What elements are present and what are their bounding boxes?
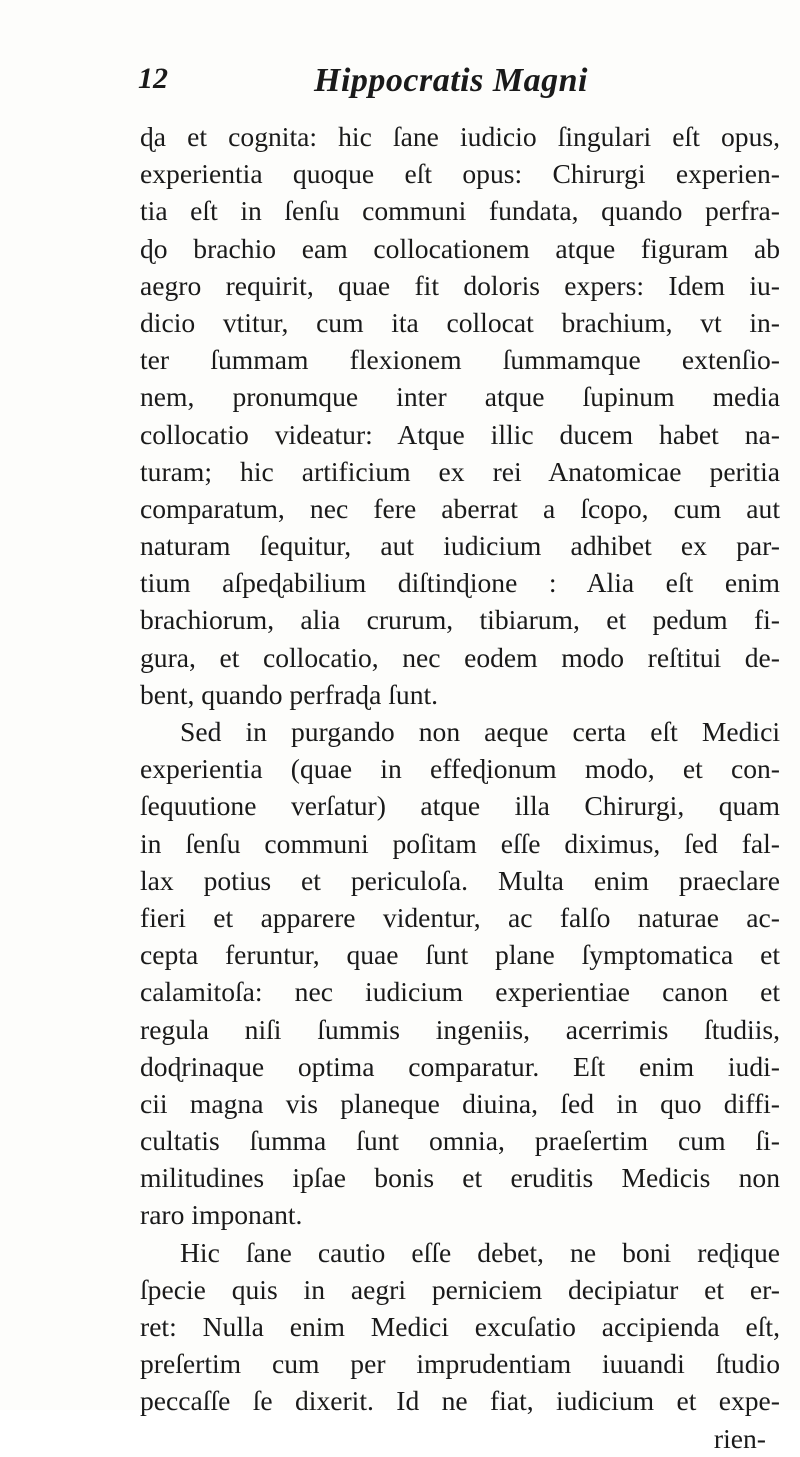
text-line: raro imponant. xyxy=(140,1199,303,1231)
text-line: turam; hic artificium ex rei Anatomicae peritia xyxy=(140,455,780,487)
text-line: gura, et collocatio, nec eodem modo reſtitui de- xyxy=(140,641,780,673)
page-number: 12 xyxy=(138,62,168,95)
text-line: militudines ipſae bonis et eruditis Medicis non xyxy=(140,1162,780,1194)
text-line: ter ſummam flexionem ſummamque extenſio- xyxy=(140,344,780,376)
text-line: bent, quando perfraɖa ſunt. xyxy=(140,678,439,710)
text-line: doɖrinaque optima comparatur. Eſt enim iudi- xyxy=(140,1050,780,1082)
text-line: ret: Nulla enim Medici excuſatio accipienda eſt, xyxy=(140,1311,780,1342)
text-line: cepta feruntur, quae ſunt plane ſymptomatica et xyxy=(140,939,780,971)
text-line: Hic ſane cautio eſſe debet, ne boni reɖique xyxy=(180,1236,780,1268)
text-line: regula niſi ſummis ingeniis, acerrimis ſtudiis, xyxy=(140,1013,780,1045)
text-line: nem, pronumque inter atque ſupinum media xyxy=(140,381,780,413)
text-line: peccaſſe ſe dixerit. Id ne fiat, iudicium et expe- xyxy=(140,1385,780,1417)
text-line: experientia (quae in effeɖionum modo, et con- xyxy=(140,753,780,785)
text-line: cii magna vis planeque diuina, ſed in quo diffi- xyxy=(140,1087,780,1119)
text-line: preſertim cum per imprudentiam iuuandi ſtudio xyxy=(140,1348,780,1380)
text-line: ɖa et cognita: hic ſane iudicio ſingulari eſt opus, xyxy=(140,121,780,152)
text-line: in ſenſu communi poſitam eſſe diximus, ſed fal- xyxy=(140,827,780,859)
text-line: comparatum, nec fere aberrat a ſcopo, cum aut xyxy=(140,492,780,524)
text-line: tium aſpeɖabilium diſtinɖione : Alia eſt enim xyxy=(140,567,780,599)
body-text xyxy=(140,118,780,1457)
text-line: tia eſt in ſenſu communi fundata, quando perfra- xyxy=(140,195,780,227)
text-line: lax potius et periculoſa. Multa enim praeclare xyxy=(140,864,780,896)
text-line: naturam ſequitur, aut iudicium adhibet ex par- xyxy=(140,530,780,562)
text-line: Sed in purgando non aeque certa eſt Medici xyxy=(180,716,780,747)
text-line: ſpecie quis in aegri perniciem decipiatur et er- xyxy=(140,1273,780,1305)
text-line: brachiorum, alia crurum, tibiarum, et pedum fi- xyxy=(140,604,780,636)
text-line: dicio vtitur, cum ita collocat brachium, vt in- xyxy=(140,306,780,338)
text-line: calamitoſa: nec iudicium experientiae canon et xyxy=(140,976,780,1008)
running-title: Hippocratis Magni xyxy=(314,62,588,99)
text-line: collocatio videatur: Atque illic ducem habet na- xyxy=(140,418,780,450)
text-line: ɖo brachio eam collocationem atque figuram ab xyxy=(140,232,780,264)
text-line: cultatis ſumma ſunt omnia, praeſertim cum ſi- xyxy=(140,1125,780,1157)
text-line: fieri et apparere videntur, ac falſo naturae ac- xyxy=(140,901,780,933)
running-head xyxy=(138,62,608,102)
text-line: aegro requirit, quae fit doloris expers: Idem iu- xyxy=(140,269,780,301)
text-line: ſequutione verſatur) atque illa Chirurgi, quam xyxy=(140,790,780,822)
text-line: experientia quoque eſt opus: Chirurgi experien- xyxy=(140,158,780,190)
catchword: rien- xyxy=(713,1422,766,1454)
